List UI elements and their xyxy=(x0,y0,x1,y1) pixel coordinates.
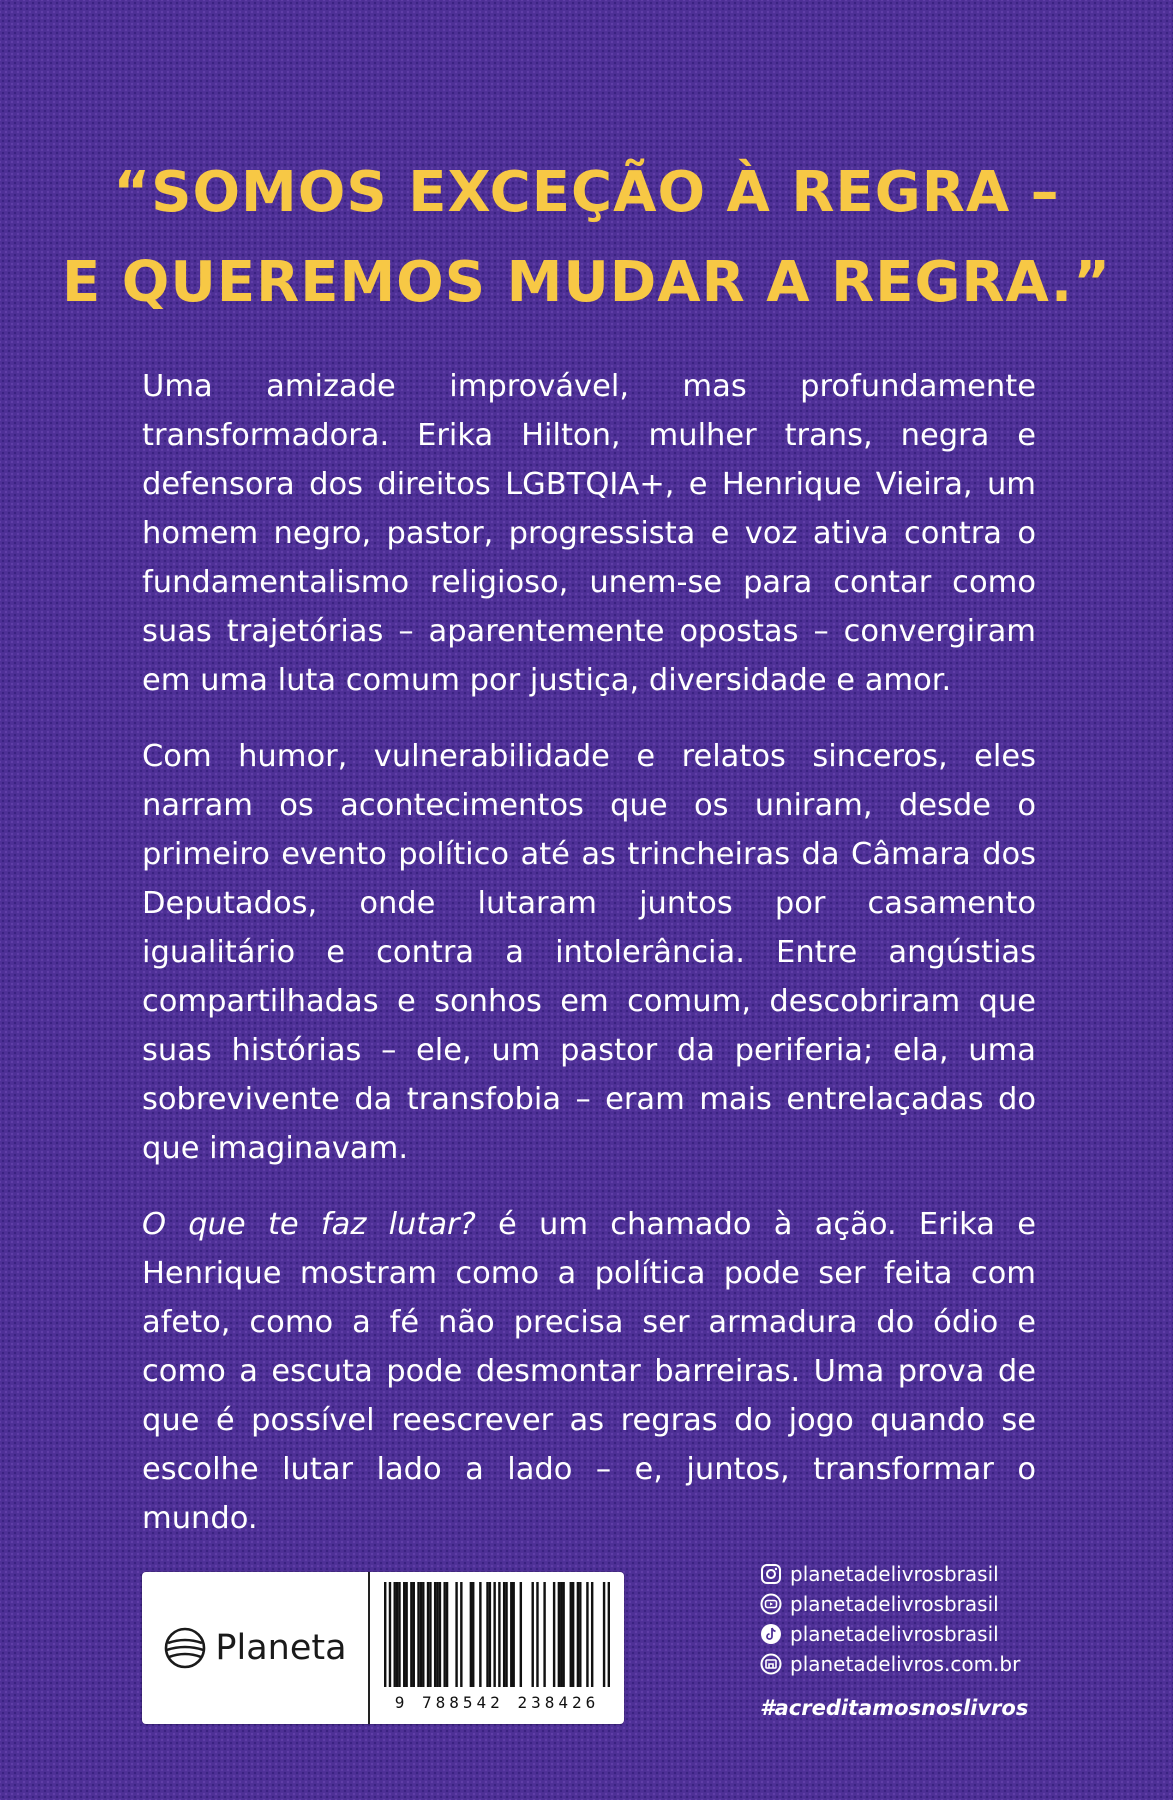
barcode-bar xyxy=(531,1582,533,1687)
barcode-bar xyxy=(591,1582,593,1687)
barcode-bar xyxy=(405,1582,407,1687)
tiktok-icon xyxy=(760,1623,782,1645)
barcode-bar xyxy=(384,1582,386,1687)
social-label-website: planetadelivros.com.br xyxy=(790,1652,1021,1676)
globe-icon xyxy=(163,1626,207,1670)
publisher-name: Planeta xyxy=(215,1628,347,1668)
barcode-bar xyxy=(503,1582,505,1687)
barcode-bar xyxy=(558,1582,560,1687)
website-icon xyxy=(760,1653,782,1675)
instagram-icon xyxy=(760,1563,782,1585)
social-label-youtube: planetadelivrosbrasil xyxy=(790,1592,999,1616)
synopsis-paragraph-2: Com humor, vulnerabilidade e relatos sinceros, eles narram os acontecimentos que os uniram, desde o primeiro evento político até as trincheiras da Câmara dos Deputados, onde lutaram juntos por casamento igualitário e contra a intolerância. Entre angústias compartilhadas e sonhos em comum, descobriram que suas histórias – ele, um pastor da periferia; ela, uma sobrevivente da transfobia – eram mais entrelaçadas do que imaginavam. xyxy=(142,739,1036,1166)
barcode-bar xyxy=(489,1582,491,1687)
book-title-italic: O que te faz lutar? xyxy=(142,1207,476,1242)
barcode-bar xyxy=(398,1582,400,1687)
barcode-bar xyxy=(389,1582,391,1687)
barcode-bar xyxy=(553,1582,555,1687)
barcode-bar xyxy=(603,1582,605,1687)
barcode-bar xyxy=(420,1582,422,1687)
hashtag: #acreditamosnoslivros xyxy=(760,1696,1029,1720)
barcode-bar xyxy=(460,1582,462,1687)
barcode-bar xyxy=(403,1582,405,1687)
barcode-bar xyxy=(579,1582,581,1687)
social-label-tiktok: planetadelivrosbrasil xyxy=(790,1622,999,1646)
social-item-tiktok[interactable] xyxy=(760,1619,1060,1649)
barcode-bar xyxy=(422,1582,424,1687)
barcode-bar xyxy=(543,1582,545,1687)
barcode-bar xyxy=(470,1582,472,1687)
barcode-bar xyxy=(417,1582,419,1687)
barcode-bar xyxy=(413,1582,415,1687)
barcode-bar xyxy=(434,1582,436,1687)
publisher-logo xyxy=(163,1626,346,1670)
barcode-bar xyxy=(396,1582,398,1687)
barcode-bar xyxy=(479,1582,481,1687)
barcode-bar xyxy=(520,1582,522,1687)
social-item-instagram[interactable] xyxy=(760,1559,1060,1589)
synopsis-paragraph-1: Uma amizade improvável, mas profundamente transformadora. Erika Hilton, mulher trans, negra e defensora dos direitos LGBTQIA+, e Henrique Vieira, um homem negro, pastor, progressista e voz ativa contra o fundamentalismo religioso, unem-se para contar como suas trajetórias – aparentemente opostas – convergiram em uma luta comum por justiça, diversidade e amor. xyxy=(142,369,1036,698)
barcode-bar xyxy=(446,1582,448,1687)
barcode-bar xyxy=(439,1582,441,1687)
barcode-bar xyxy=(505,1582,507,1687)
isbn-number: 9 788542 238426 xyxy=(394,1693,600,1712)
barcode-bar xyxy=(493,1582,495,1687)
barcode-bar xyxy=(436,1582,438,1687)
headline-line-1: “SOMOS EXCEÇÃO À REGRA – xyxy=(113,160,1060,225)
barcode-graphic xyxy=(384,1582,610,1687)
barcode-bar xyxy=(394,1582,396,1687)
barcode-bar xyxy=(427,1582,429,1687)
barcode-bar xyxy=(429,1582,431,1687)
publisher-barcode-box xyxy=(142,1572,624,1724)
barcode-bar xyxy=(577,1582,579,1687)
headline-line-2: E QUEREMOS MUDAR A REGRA.” xyxy=(61,250,1111,315)
barcode-bar xyxy=(498,1582,500,1687)
barcode-bar xyxy=(570,1582,572,1687)
social-label-instagram: planetadelivrosbrasil xyxy=(790,1562,999,1586)
barcode-bar xyxy=(472,1582,474,1687)
synopsis xyxy=(142,362,1036,1570)
barcode-bar xyxy=(512,1582,514,1687)
publisher-logo-area xyxy=(142,1572,370,1724)
social-item-youtube[interactable] xyxy=(760,1589,1060,1619)
youtube-icon xyxy=(760,1593,782,1615)
social-item-website[interactable] xyxy=(760,1649,1060,1679)
barcode-bar xyxy=(410,1582,412,1687)
barcode-bar xyxy=(572,1582,574,1687)
barcode-bar xyxy=(560,1582,562,1687)
social-links xyxy=(760,1559,1060,1679)
barcode-bar xyxy=(443,1582,445,1687)
barcode-bar xyxy=(562,1582,564,1687)
barcode-bar xyxy=(486,1582,488,1687)
synopsis-paragraph-3 xyxy=(142,1200,1036,1543)
barcode-bar xyxy=(510,1582,512,1687)
synopsis-paragraph-3-text: é um chamado à ação. Erika e Henrique mostram como a política pode ser feita com afeto, como a fé não precisa ser armadura do ódio e como a escuta pode desmontar barreiras. Uma prova de que é possível reescrever as regras do jogo quando se escolhe lutar lado a lado – e, juntos, transformar o mundo. xyxy=(142,1207,1036,1536)
barcode-bar xyxy=(586,1582,588,1687)
barcode-bar xyxy=(455,1582,457,1687)
barcode-bar xyxy=(536,1582,538,1687)
barcode-bar xyxy=(608,1582,610,1687)
barcode-area xyxy=(370,1572,624,1724)
headline-quote xyxy=(60,148,1113,328)
